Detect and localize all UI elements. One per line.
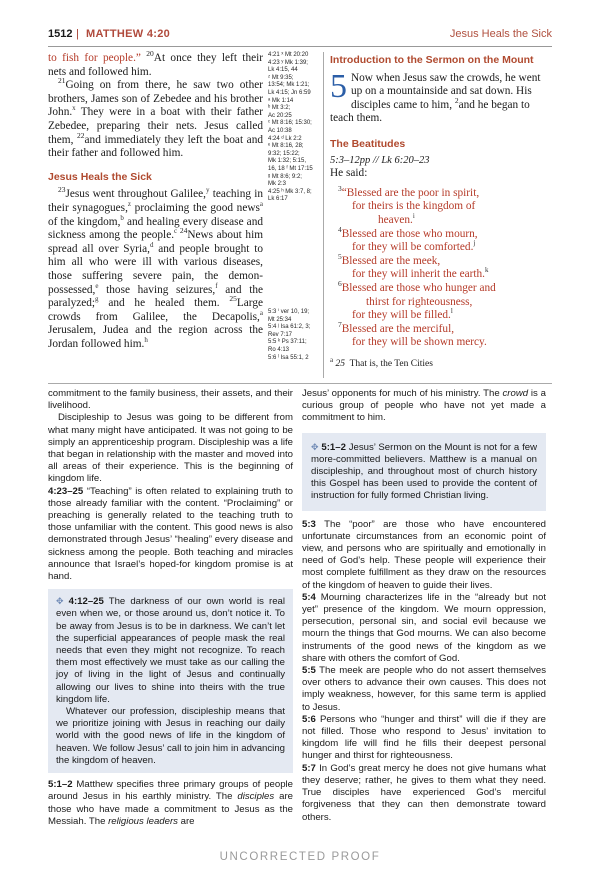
verse-20: to fish for people.” $^{20}$At once they left their nets and followed him. xyxy=(48,49,264,78)
page-number: 1512 xyxy=(48,28,73,40)
cross-references xyxy=(268,52,321,361)
cross-ref-line: 5:6 ˡ Isa 55:1, 2 xyxy=(268,354,309,361)
note-5-6: 5:6 Persons who “hunger and thirst” will die if they are not filled. Those who respond to Jesus’ invitation to kingdom life will find he fills their deepest personal hunger and thirst for righteousness. xyxy=(302,713,546,762)
running-title: Jesus Heals the Sick xyxy=(449,28,552,40)
cross-ref-group-1 xyxy=(268,52,321,204)
cross-ref-line: ᵉ Mt 8:16, 28; xyxy=(268,143,304,150)
section-heading: Jesus Heals the Sick xyxy=(48,170,152,183)
cross-ref-line: 13:54; Mk 1:21; xyxy=(268,82,310,89)
verses-21-22: $^{21}$Going on from there, he saw two other brothers, James son of Zebedee and his brother John.$^x$ They were in a boat with their father Zebedee, preparing their nets. Jesus called them, $^{22}$and immediately they left the boat and their father and followed him. xyxy=(48,76,263,160)
page-header xyxy=(48,28,552,46)
note-5-3: 5:3 The “poor” are those who have encountered unfortunate circumstances from an economic point of view, and persons who are spiritually and emotionally in need of God’s help. These people will experience their most complete fulfillment as they draw on the resources of the kingdom of heaven to guide their lives. xyxy=(302,518,546,591)
commentary-p2: Discipleship to Jesus was going to be different from what many might have anticipated. It was not going to be simply an apprenticeship program. Discipleship was a life that began in relationship with the master and moved into all areas of their experience. This is the beginning of kingdom life. xyxy=(48,412,293,485)
scripture-right-column xyxy=(330,52,544,371)
cross-ref-line: Ac 20:25 xyxy=(268,112,292,119)
commentary-right xyxy=(302,388,546,824)
beatitudes-poem: $^3$“Blessed are the poor in spirit, for theirs is the kingdom of heaven.$^i$ $^4$Blessed are those who mourn, for they will be comforted.$^j$ $^5$Blessed are the meek, for they will inherit the earth.$^k$ $^6$Blessed are those who hunger and thirst for righteousness, for they will be filled.$^l$ $^7$Blessed are the merciful, for they will be shown mercy. xyxy=(338,183,496,349)
discipleship-icon: ✥ xyxy=(311,441,319,452)
note-5-7: 5:7 In God’s great mercy he does not give humans what they deserve; rather, he gives to them what they need. True disciples have experienced God’s merciful forgiveness that they can then demonstrate toward others. xyxy=(302,762,546,823)
cross-ref-line: ᶜ Mt 8:16; 15:30; xyxy=(268,120,312,127)
header-rule xyxy=(48,46,552,47)
beatitudes-heading: The Beatitudes xyxy=(330,137,406,150)
cross-ref-line: 4:23 ʸ Mk 1:39; xyxy=(268,59,308,66)
cross-ref-line: Mk 1:32; 5:15, xyxy=(268,158,307,165)
uncorrected-proof-stamp: UNCORRECTED PROOF xyxy=(219,851,381,863)
cross-ref-line: ᶻ Mt 9:35; xyxy=(268,74,294,81)
commentary-r-p1: Jesus’ opponents for much of his ministry. The crowd is a curious group of people who have not yet made a commitment to him. xyxy=(302,388,546,424)
verses-23-25: $^{23}$Jesus went throughout Galilee,$^y$ teaching in their synagogues,$^z$ proclaiming the good news$^a$ of the kingdom,$^b$ and healing every disease and sickness among the people.$^c$ $^{24}$News about him spread all over Syria,$^d$ and people brought to him all who were ill with various diseases, those suffering severe pain, the demon-possessed,$^e$ those having seizures,$^f$ and the paralyzed;$^g$ and he healed them. $^{25}$Large crowds from Galilee, the Decapolis,$^a$ Jerusalem, Judea and the region across the Jordan followed him.$^h$ xyxy=(48,185,263,350)
devotional-box-4-12: ✥ 4:12–25 The darkness of our own world is real even when we, or those around us, don’t notice it. To be away from Jesus is to be in darkness. We can’t let the superficial appearances of people mask the real needs that even they might not recognize. To reach them most effectively we must take as our calling the joy of living in the light of Jesus and continually allowing our lives to shine into theirs with the true kingdom life. Whatever our profession, discipleship means that we prioritize joining with Jesus in reaching our daily world with the good news of life in the kingdom of heaven. We follow Jesus’ call to join him in advancing the kingdom of heaven. xyxy=(48,589,293,773)
commentary-4-23: 4:23–25 “Teaching” is often related to explaining truth to those already familiar with the content. “Proclaiming” or preaching is generally related to the teaching truth to those unfamiliar with the content. This good news is also demonstrated through Jesus’ “healing” every disease and sickness among the people. Both teaching and miracles announce that Israel’s hoped-for kingdom promise is at hand. xyxy=(48,485,293,583)
commentary-left xyxy=(48,388,293,828)
cross-ref-line: 5:3 ⁱ ver 10, 19; xyxy=(268,309,310,315)
cross-ref-line: 4:21 ˣ Mt 20:20 xyxy=(268,52,309,58)
cross-ref-line: 5:5 ᵏ Ps 37:11; xyxy=(268,339,307,346)
header-separator: | xyxy=(76,28,79,40)
cross-ref-line: 5:4 ʲ Isa 61:2, 3; xyxy=(268,324,311,331)
note-5-4: 5:4 Mourning characterizes life in the “already but not yet” presence of the kingdom. We mourn oppression, persecution, personal sin, and social evil because we mourn the things that God mourns. We can also become instruments of the good news of the kingdom as we share with others the comfort of God. xyxy=(302,591,546,664)
cross-ref-group-2 xyxy=(268,309,321,362)
cross-ref-line: ᵍ Mt 8:6; 9:2; xyxy=(268,173,302,180)
cross-ref-line: 16, 18 ᶠ Mt 17:15 xyxy=(268,165,313,172)
cross-ref-line: 4:25 ʰ Mk 3:7, 8; xyxy=(268,188,312,195)
cross-ref-line: Lk 4:15, 44 xyxy=(268,67,298,74)
note-5-5: 5:5 The meek are people who do not assert themselves over others to advance their own causes. This does not imply weakness, however, for this same term is applied to Jesus. xyxy=(302,665,546,713)
cross-ref-line: Mt 25:34 xyxy=(268,316,292,323)
column-divider xyxy=(323,52,324,378)
commentary-5-1: 5:1–2 Matthew specifies three primary groups of people around Jesus in his earthly ministry. The disciples are those who have made a commitment to Jesus as the Messiah. The religious leaders are xyxy=(48,779,293,827)
sermon-heading: Introduction to the Sermon on the Mount xyxy=(330,54,534,66)
book-reference: MATTHEW 4:20 xyxy=(86,28,171,40)
footnote: $^a$ 25 That is, the Ten Cities xyxy=(330,355,433,369)
commentary-p1: commitment to the family business, their assets, and their livelihood. xyxy=(48,388,293,412)
devotional-box-5-1: ✥ 5:1–2 Jesus’ Sermon on the Mount is not for a few more-committed believers. Matthew is a manual on discipleship, and throughout most of church history this Gospel has been used to provide the content of instruction for fully formed Christian living. xyxy=(302,433,546,511)
cross-ref-line: ᵃ Mk 1:14 xyxy=(268,97,294,104)
cross-ref-line: ᵇ Mt 3:2; xyxy=(268,105,291,112)
cross-ref-line: Lk 4:15; Jn 6:59 xyxy=(268,89,311,96)
cross-ref-line: 4:24 ᵈ Lk 2:2 xyxy=(268,135,302,142)
cross-ref-line: Ro 4:13 xyxy=(268,346,290,353)
chapter-drop-cap: 5 xyxy=(330,67,347,105)
chapter-5-intro: 5 Now when Jesus saw the crowds, he went up on a mountainside and sat down. His disciples came to him, $^2$and he began to teach them. xyxy=(330,67,541,125)
commentary-rule xyxy=(48,383,552,384)
parallel-reference: 5:3–12pp // Lk 6:20–23 xyxy=(330,154,430,166)
scripture-left-column xyxy=(48,49,264,351)
cross-ref-line: Lk 6:17 xyxy=(268,196,288,203)
cross-ref-line: Rev 7:17 xyxy=(268,331,293,338)
discipleship-icon: ✥ xyxy=(56,596,64,607)
he-said: He said: xyxy=(330,167,368,180)
cross-ref-line: Mk 2:3 xyxy=(268,181,287,188)
cross-ref-line: 9:32; 15:22; xyxy=(268,150,300,157)
cross-ref-line: Ac 10:38 xyxy=(268,127,292,134)
